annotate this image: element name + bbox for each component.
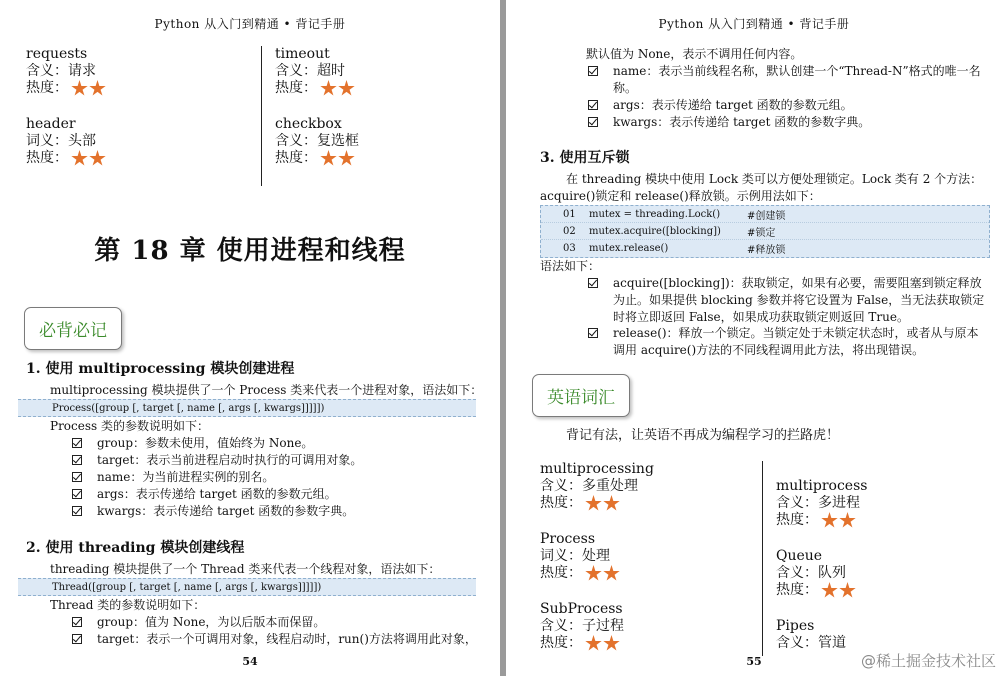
right-page xyxy=(506,0,1002,676)
code-line xyxy=(541,206,989,223)
vocab-item xyxy=(26,116,261,186)
vocab-meaning: 处理 xyxy=(582,548,610,564)
checklist-item: target：表示一个可调用对象，线程启动时，run()方法将调用此对象， xyxy=(72,631,482,648)
heat-stars xyxy=(585,565,621,582)
section-heading-mutex: 3. 使用互斥锁 xyxy=(540,150,630,166)
checklist-item: name：表示当前线程名称，默认创建一个“Thread-N”格式的唯一名称。 xyxy=(588,63,988,97)
tagline: 背记有法，让英语不再成为编程学习的拦路虎！ xyxy=(566,428,840,443)
vocab-item xyxy=(26,46,261,116)
meaning-label: 含义： xyxy=(275,133,317,149)
meaning-label: 含义： xyxy=(26,63,68,79)
code-text: mutex.acquire([blocking]) xyxy=(589,225,721,237)
checkbox-icon xyxy=(72,489,82,499)
vocab-word: Pipes xyxy=(776,618,815,634)
star-icon xyxy=(603,635,620,652)
vocab-item xyxy=(540,531,762,601)
star-icon xyxy=(338,80,355,97)
vocab-meaning: 复选框 xyxy=(317,133,359,149)
checkbox-icon xyxy=(588,66,598,76)
checklist-item: kwargs：表示传递给 target 函数的参数字典。 xyxy=(72,503,482,520)
left-page xyxy=(0,0,500,676)
vocab-meaning: 子过程 xyxy=(582,618,624,634)
vocab-item xyxy=(776,478,963,548)
meaning-label: 含义： xyxy=(776,635,818,651)
heat-label: 热度： xyxy=(26,150,68,166)
heat-stars xyxy=(585,495,621,512)
paragraph: threading 模块提供了一个 Thread 类来代表一个线程对象，语法如下： xyxy=(50,562,441,576)
meaning-label: 含义： xyxy=(776,565,818,581)
section-badge-must-remember: 必背必记 xyxy=(24,307,122,350)
checkbox-icon xyxy=(588,328,598,338)
meaning-label: 含义： xyxy=(540,478,582,494)
code-line xyxy=(541,223,989,240)
section-heading-multiprocessing: 1. 使用 multiprocessing 模块创建进程 xyxy=(26,361,295,377)
heat-label: 热度： xyxy=(776,582,818,598)
vocab-item xyxy=(275,116,497,186)
vocab-word: timeout xyxy=(275,46,330,62)
paragraph: Thread 类的参数说明如下： xyxy=(50,598,206,612)
page-number: 55 xyxy=(746,655,762,668)
code-text: mutex = threading.Lock() xyxy=(589,208,721,220)
checklist-item: release()：释放一个锁定。当锁定处于未锁定状态时，或者从与原本调用 acquire()方法的不同线程调用此方法，将出现错误。 xyxy=(588,325,988,359)
vocab-item xyxy=(776,548,963,618)
code-block: Process([group [, target [, name [, args [, kwargs]]]]]) xyxy=(18,399,476,417)
vocab-word: Process xyxy=(540,531,596,547)
running-head: Python 从入门到精通 • 背记手册 xyxy=(154,17,346,31)
star-icon xyxy=(585,635,602,652)
star-icon xyxy=(585,495,602,512)
star-icon xyxy=(603,565,620,582)
heat-stars xyxy=(821,512,857,529)
vocab-meaning: 管道 xyxy=(818,635,846,651)
vocab-item xyxy=(275,46,497,116)
section-heading-threading: 2. 使用 threading 模块创建线程 xyxy=(26,540,245,556)
heat-label: 热度： xyxy=(26,80,68,96)
meaning-label: 含义： xyxy=(776,495,818,511)
vocab-grid xyxy=(26,46,497,186)
code-line xyxy=(541,240,989,257)
heat-stars xyxy=(821,582,857,599)
vocab-word: checkbox xyxy=(275,116,342,132)
heat-label: 热度： xyxy=(275,80,317,96)
star-icon xyxy=(821,582,838,599)
heat-label: 热度： xyxy=(540,495,582,511)
vocab-word: requests xyxy=(26,46,88,62)
meaning-label: 词义： xyxy=(26,133,68,149)
checklist-item: args：表示传递给 target 函数的参数元组。 xyxy=(588,97,988,114)
chapter-title: 第 18 章 使用进程和线程 xyxy=(94,236,406,266)
star-icon xyxy=(839,582,856,599)
vocab-meaning: 队列 xyxy=(818,565,846,581)
star-icon xyxy=(603,495,620,512)
section-badge-english-vocab: 英语词汇 xyxy=(532,374,630,417)
checklist-item: acquire([blocking])：获取锁定，如果有必要，需要阻塞到锁定释放为止。如果提供 blocking 参数并将它设置为 False，当无法获取锁定时将立即返回 False，如果成功获取锁定则返回 True。 xyxy=(588,275,988,326)
star-icon xyxy=(839,512,856,529)
checklist-item: kwargs：表示传递给 target 函数的参数字典。 xyxy=(588,114,988,131)
checklist-item: group：参数未使用，值始终为 None。 xyxy=(72,435,482,452)
meaning-label: 含义： xyxy=(540,618,582,634)
paragraph: 语法如下： xyxy=(540,259,601,273)
star-icon xyxy=(71,80,88,97)
line-number: 03 xyxy=(563,243,576,254)
meaning-label: 含义： xyxy=(275,63,317,79)
star-icon xyxy=(821,512,838,529)
code-comment: #锁定 xyxy=(747,227,776,239)
checkbox-icon xyxy=(72,617,82,627)
running-head: Python 从入门到精通 • 背记手册 xyxy=(658,17,850,31)
vocab-item xyxy=(540,461,762,531)
vocab-column-right xyxy=(262,46,497,186)
line-number: 02 xyxy=(563,225,576,237)
vocab-word: multiprocess xyxy=(776,478,868,494)
heat-stars xyxy=(320,150,356,167)
heat-stars xyxy=(71,80,107,97)
code-listing xyxy=(540,205,990,258)
paragraph: 默认值为 None，表示不调用任何内容。 xyxy=(586,47,803,61)
page-number: 54 xyxy=(242,655,258,668)
checkbox-icon xyxy=(72,472,82,482)
paragraph: Process 类的参数说明如下： xyxy=(50,419,209,433)
vocab-word: multiprocessing xyxy=(540,461,654,477)
vocab-meaning: 多进程 xyxy=(818,495,860,511)
checkbox-icon xyxy=(588,278,598,288)
vocab-meaning: 多重处理 xyxy=(582,478,638,494)
heat-stars xyxy=(585,635,621,652)
vocab-word: Queue xyxy=(776,548,823,564)
meaning-label: 词义： xyxy=(540,548,582,564)
paragraph: 在 threading 模块中使用 Lock 类可以方便处理锁定。Lock 类有 2 个方法：acquire()锁定和 release()释放锁。示例用法如下： xyxy=(540,172,983,203)
vocab-grid xyxy=(540,461,963,671)
checkbox-icon xyxy=(72,634,82,644)
star-icon xyxy=(585,565,602,582)
code-text: mutex.release() xyxy=(589,243,669,254)
checkbox-icon xyxy=(72,438,82,448)
heat-label: 热度： xyxy=(540,635,582,651)
checklist-item: name：为当前进程实例的别名。 xyxy=(72,469,482,486)
star-icon xyxy=(338,150,355,167)
checklist-item: args：表示传递给 target 函数的参数元组。 xyxy=(72,486,482,503)
checkbox-icon xyxy=(72,506,82,516)
heat-label: 热度： xyxy=(540,565,582,581)
star-icon xyxy=(71,150,88,167)
vocab-word: header xyxy=(26,116,76,132)
vocab-column-left xyxy=(540,461,762,671)
star-icon xyxy=(89,80,106,97)
checkbox-icon xyxy=(72,455,82,465)
star-icon xyxy=(320,80,337,97)
code-comment: #创建锁 xyxy=(747,210,786,222)
line-number: 01 xyxy=(563,208,576,220)
checkbox-icon xyxy=(588,117,598,127)
paragraph: multiprocessing 模块提供了一个 Process 类来代表一个进程对象，语法如下： xyxy=(50,383,483,397)
code-comment: #释放锁 xyxy=(747,245,786,256)
vocab-meaning: 超时 xyxy=(317,63,345,79)
vocab-meaning: 请求 xyxy=(68,63,96,79)
checklist-item: target：表示当前进程启动时执行的可调用对象。 xyxy=(72,452,482,469)
checklist-item: group：值为 None，为以后版本而保留。 xyxy=(72,614,482,631)
vocab-meaning: 头部 xyxy=(68,133,96,149)
vocab-column-left xyxy=(26,46,261,186)
vocab-column-right xyxy=(763,461,963,671)
heat-stars xyxy=(320,80,356,97)
heat-label: 热度： xyxy=(776,512,818,528)
vocab-word: SubProcess xyxy=(540,601,623,617)
watermark: @稀土掘金技术社区 xyxy=(860,652,996,670)
checkbox-icon xyxy=(588,100,598,110)
star-icon xyxy=(89,150,106,167)
heat-label: 热度： xyxy=(275,150,317,166)
heat-stars xyxy=(71,150,107,167)
star-icon xyxy=(320,150,337,167)
code-block: Thread([group [, target [, name [, args [, kwargs]]]]]) xyxy=(18,578,476,596)
